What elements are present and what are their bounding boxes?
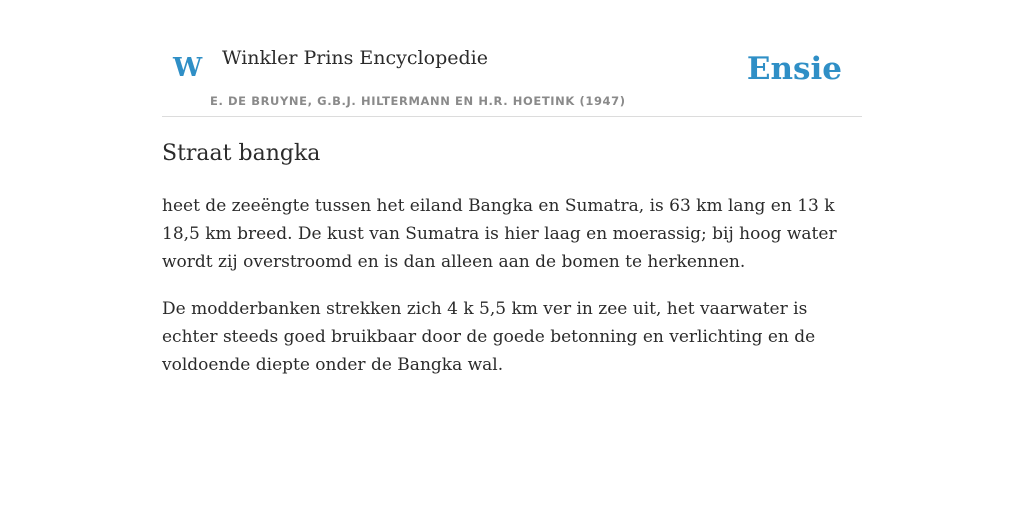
winkler-prins-logo[interactable]: W <box>173 53 203 83</box>
entry-body <box>162 192 862 398</box>
entry-paragraph: De modderbanken strekken zich 4 k 5,5 km ver in zee uit, het vaarwater is echter steeds goed bruikbaar door de goede betonning en verlichting en de voldoende diepte onder de Bangka wal. <box>162 299 816 375</box>
entry-paragraph: heet de zeeëngte tussen het eiland Bangka en Sumatra, is 63 km lang en 13 k 18,5 km breed. De kust van Sumatra is hier laag en moerassig; bij hoog water wordt zij overstroomd en is dan alleen aan de bomen te herkennen. <box>162 196 837 272</box>
page-container <box>162 0 862 375</box>
publication-title[interactable]: Winkler Prins Encyclopedie <box>222 47 488 69</box>
ensie-logo-link[interactable]: Ensie <box>746 51 842 87</box>
publication-header <box>162 0 862 117</box>
publication-authors: E. DE BRUYNE, G.B.J. HILTERMANN EN H.R. HOETINK (1947) <box>210 94 626 108</box>
entry-title: Straat bangka <box>162 141 321 166</box>
